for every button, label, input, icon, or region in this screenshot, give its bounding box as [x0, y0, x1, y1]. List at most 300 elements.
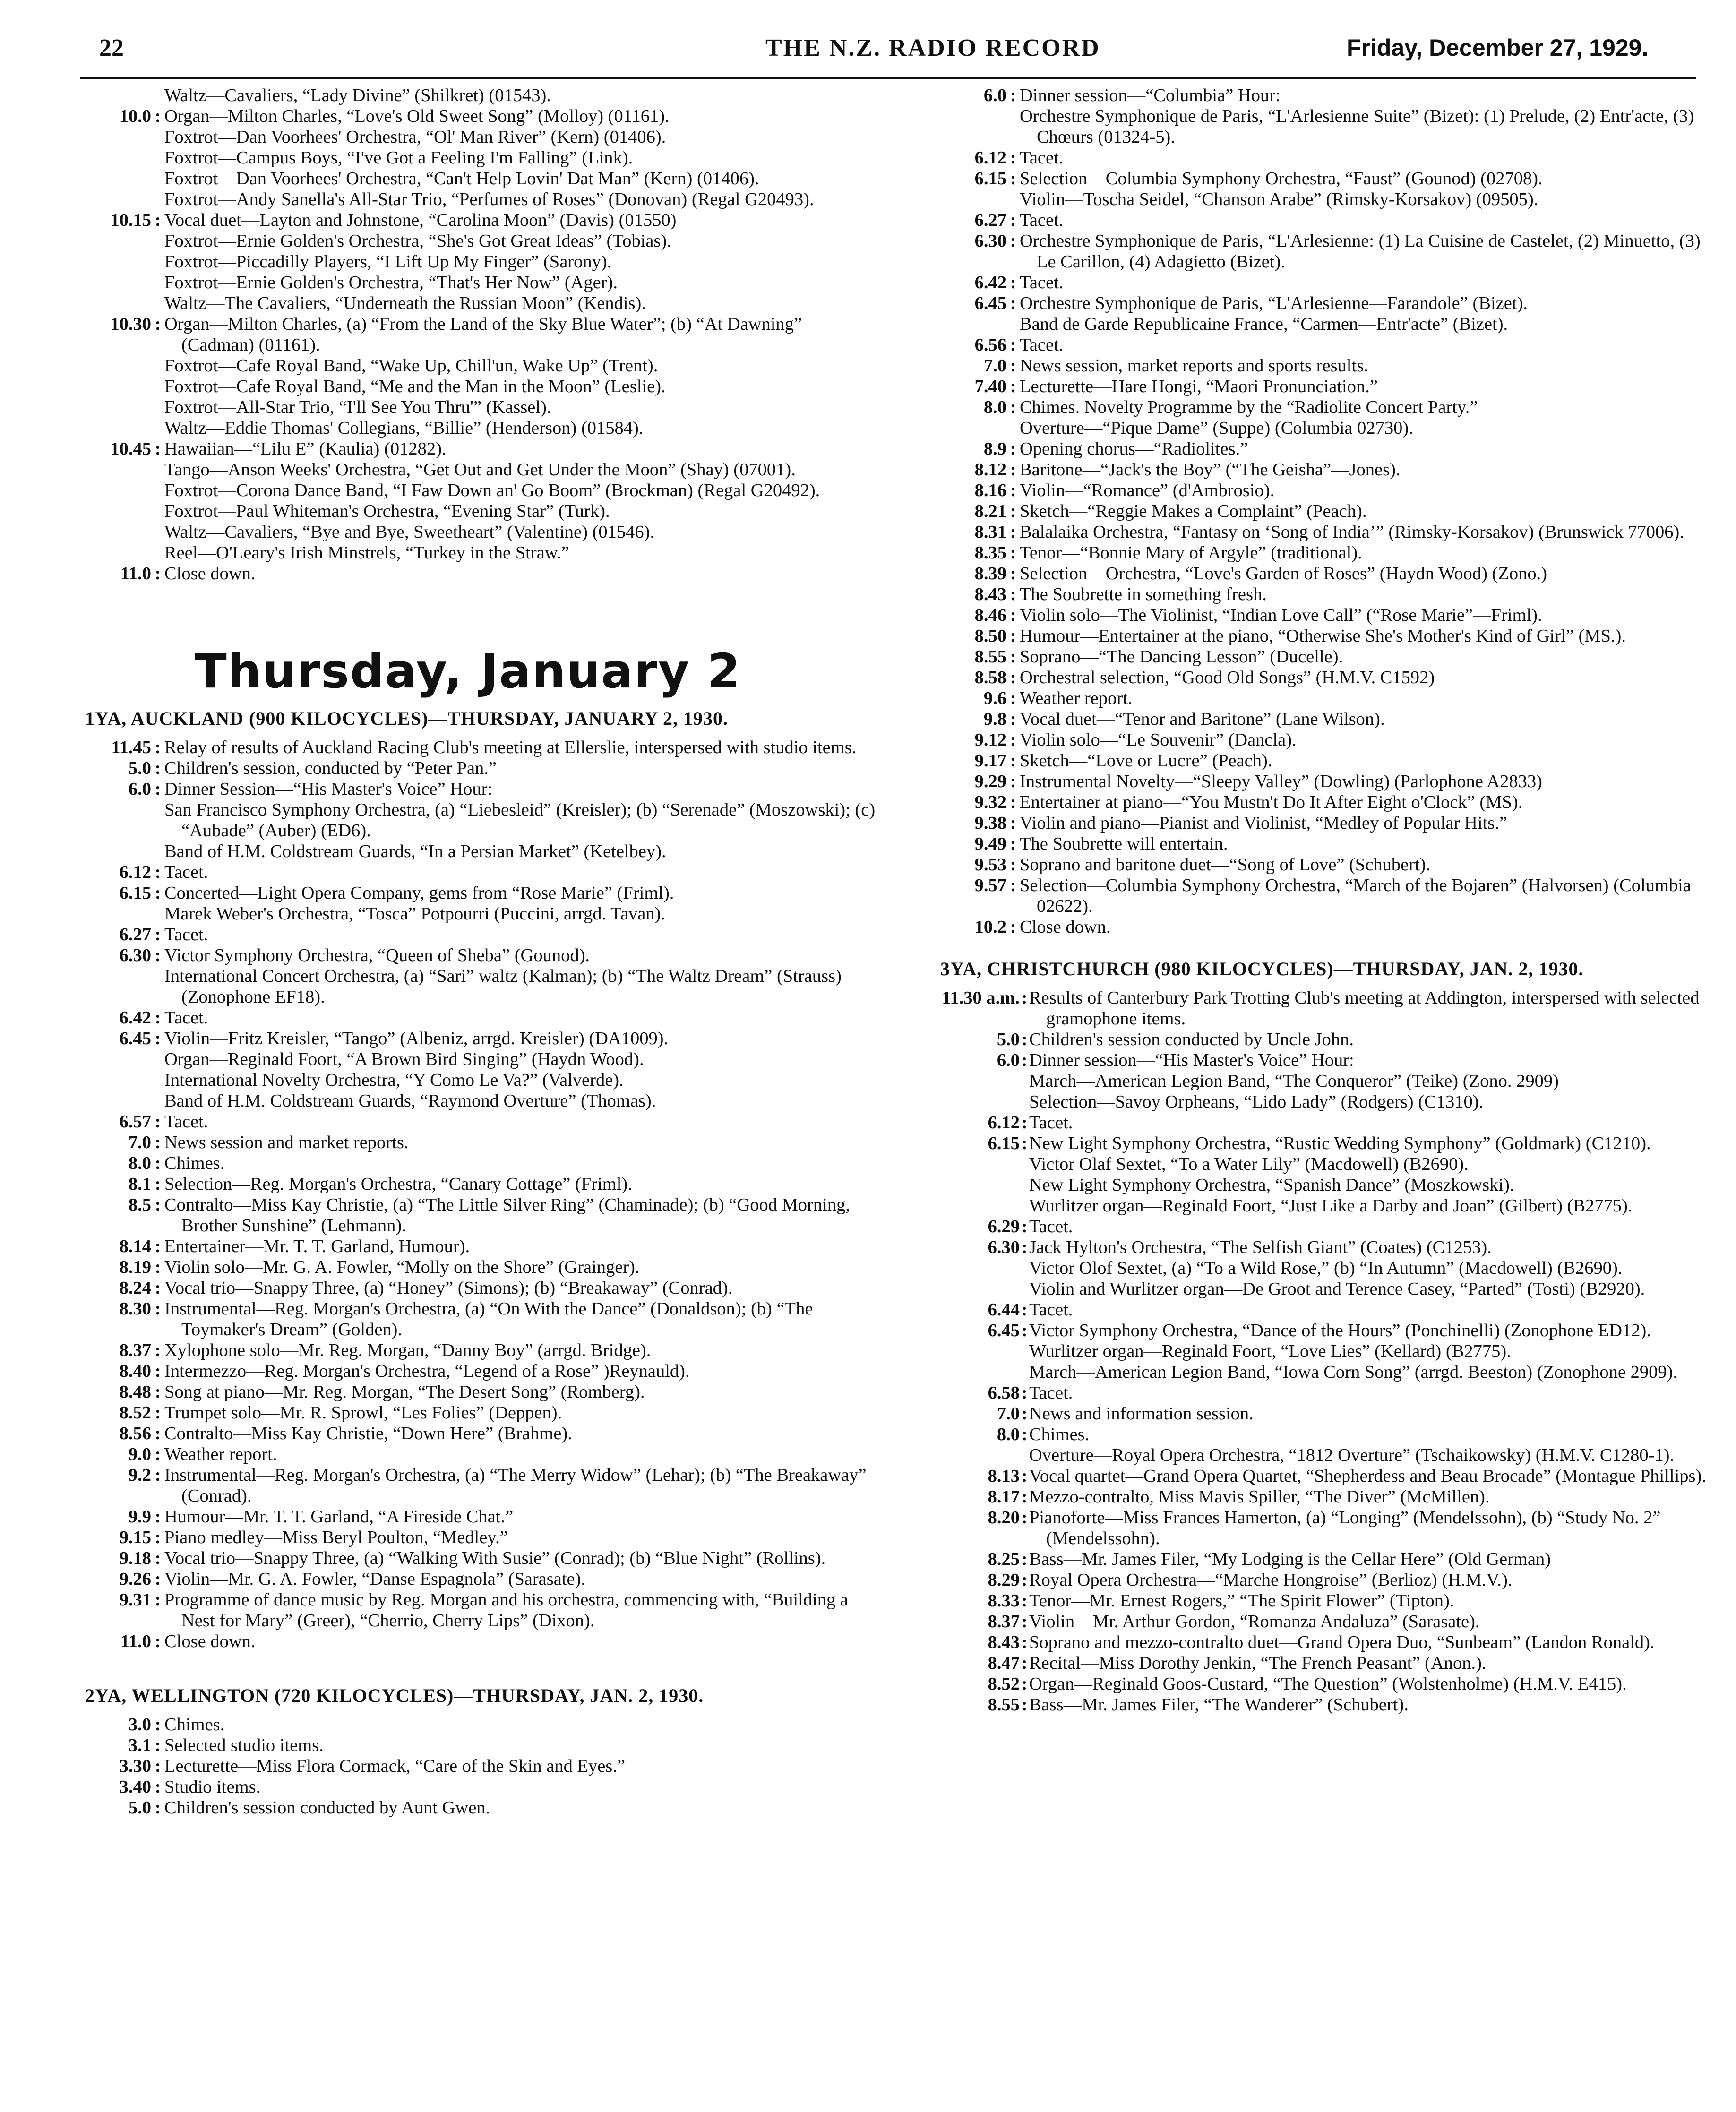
entry-text: Violin and Wurlitzer organ—De Groot and Terence Casey, “Parted” (Tosti) (B2920).	[1029, 1279, 1645, 1299]
programme-entry	[912, 1382, 1715, 1403]
programme-entry	[57, 1735, 879, 1756]
entry-text: Instrumental Novelty—“Sleepy Valley” (Dowling) (Parlophone A2833)	[1020, 772, 1542, 791]
programme-entry	[57, 1714, 879, 1735]
day-title: Thursday, January 2	[194, 644, 741, 699]
entry-text: Xylophone solo—Mr. Reg. Morgan, “Danny Boy” (arrgd. Bridge).	[164, 1340, 651, 1360]
time-separator: :	[1010, 231, 1016, 251]
programme-entry	[57, 1631, 879, 1652]
entry-text: Tenor—Mr. Ernest Rogers,” “The Spirit Flower” (Tipton).	[1029, 1591, 1454, 1611]
entry-text: Selection—Savoy Orpheans, “Lido Lady” (Rodgers) (C1310).	[1029, 1092, 1484, 1112]
programme-entry	[57, 1589, 879, 1631]
programme-entry	[912, 709, 1715, 730]
entry-text: Bass—Mr. James Filer, “My Lodging is the Cellar Here” (Old German)	[1029, 1549, 1551, 1569]
entry-text: Foxtrot—Dan Voorhees' Orchestra, “Ol' Man River” (Kern) (01406).	[164, 127, 666, 147]
entry-text: Wurlitzer organ—Reginald Foort, “Just Like a Darby and Joan” (Gilbert) (B2775).	[1029, 1196, 1633, 1216]
entry-text: Victor Olaf Sextet, “To a Water Lily” (Macdowell) (B2690).	[1029, 1154, 1469, 1174]
programme-entry	[57, 1340, 879, 1361]
time-separator: :	[155, 1631, 161, 1651]
time-separator: :	[1010, 397, 1016, 417]
programme-entry	[912, 1445, 1715, 1466]
programme-entry	[912, 480, 1715, 501]
time-separator: :	[155, 1278, 161, 1298]
entry-text: Tenor—“Bonnie Mary of Argyle” (traditional).	[1020, 543, 1362, 563]
programme-entry	[57, 314, 879, 355]
entry-time: 9.49	[974, 834, 1006, 854]
entry-time: 11.0	[120, 1631, 151, 1651]
entry-text: Tacet.	[164, 925, 208, 944]
programme-entry	[57, 1111, 879, 1132]
entry-time: 6.27	[974, 210, 1006, 230]
programme-entry	[57, 903, 879, 924]
programme-entry	[912, 1632, 1715, 1653]
station-heading-3ya: 3YA, CHRISTCHURCH (980 KILOCYCLES)—THURSDAY, JAN. 2, 1930.	[940, 958, 1584, 979]
time-separator: :	[1021, 1133, 1028, 1153]
entry-text: Selection—Columbia Symphony Orchestra, “Faust” (Gounod) (02708).	[1020, 169, 1543, 189]
time-separator: :	[1021, 1425, 1028, 1444]
entry-text: Dinner session—“His Master's Voice” Hour:	[1029, 1050, 1354, 1070]
entry-time: 8.0	[128, 1153, 151, 1173]
entry-text: Royal Opera Orchestra—“Marche Hongroise” (Berlioz) (H.M.V.).	[1029, 1570, 1513, 1590]
programme-entry	[912, 1466, 1715, 1486]
entry-time: 9.32	[974, 792, 1006, 812]
entry-time: 9.12	[974, 730, 1006, 750]
entry-text: March—American Legion Band, “The Conqueror” (Teike) (Zono. 2909)	[1029, 1071, 1559, 1091]
entry-text: Results of Canterbury Park Trotting Club's meeting at Addington, interspersed with selected gramophone items.	[1029, 988, 1700, 1029]
programme-entry	[912, 1611, 1715, 1632]
entry-time: 8.58	[974, 668, 1006, 687]
time-separator: :	[1010, 834, 1016, 854]
entry-text: Band de Garde Republicaine France, “Carmen—Entr'acte” (Bizet).	[1020, 314, 1508, 334]
time-separator: :	[1010, 730, 1016, 750]
programme-entry	[912, 688, 1715, 709]
entry-text: Tacet.	[164, 1112, 208, 1132]
time-separator: :	[1010, 647, 1016, 667]
programme-entry	[912, 376, 1715, 397]
programme-entry	[912, 231, 1715, 272]
time-separator: :	[1021, 1549, 1028, 1569]
entry-text: Selection—Columbia Symphony Orchestra, “March of the Bojaren” (Halvorsen) (Columbia 02622).	[1020, 876, 1691, 916]
time-separator: :	[1021, 1113, 1028, 1133]
entry-time: 3.30	[119, 1756, 151, 1776]
entry-time: 7.0	[983, 356, 1006, 376]
time-separator: :	[155, 1340, 161, 1360]
programme-entry	[57, 1756, 879, 1777]
entry-text: The Soubrette in something fresh.	[1020, 584, 1267, 604]
time-separator: :	[155, 439, 161, 459]
entry-text: Marek Weber's Orchestra, “Tosca” Potpourri (Puccini, arrgd. Tavan).	[164, 904, 666, 924]
programme-entry	[912, 605, 1715, 626]
time-separator: :	[1010, 335, 1016, 355]
programme-entry	[912, 1237, 1715, 1258]
time-separator: :	[1010, 688, 1016, 708]
entry-time: 3.0	[128, 1715, 151, 1734]
entry-text: Bass—Mr. James Filer, “The Wanderer” (Schubert).	[1029, 1695, 1409, 1715]
time-separator: :	[1010, 377, 1016, 396]
entry-text: Victor Symphony Orchestra, “Dance of the Hours” (Ponchinelli) (Zonophone ED12).	[1029, 1321, 1651, 1340]
entry-text: Organ—Reginald Foort, “A Brown Bird Singing” (Haydn Wood).	[164, 1049, 644, 1069]
entry-time: 11.30 a.m.	[942, 988, 1020, 1008]
entry-text: Foxtrot—Corona Dance Band, “I Faw Down an' Go Boom” (Brockman) (Regal G20492).	[164, 481, 820, 500]
time-separator: :	[1021, 1321, 1028, 1340]
entry-text: International Concert Orchestra, (a) “Sari” waltz (Kalman); (b) “The Waltz Dream” (Strauss) (Zonophone EF18).	[164, 966, 842, 1007]
entry-time: 10.30	[110, 314, 151, 334]
entry-text: Violin—Toscha Seidel, “Chanson Arabe” (Rimsky-Korsakov) (09505).	[1020, 189, 1538, 209]
entry-text: Tacet.	[1020, 273, 1064, 292]
time-separator: :	[1010, 293, 1016, 313]
programme-entry	[912, 210, 1715, 231]
entry-text: Baritone—“Jack's the Boy” (“The Geisha”—Jones).	[1020, 460, 1401, 480]
entry-text: Sketch—“Love or Lucre” (Peach).	[1020, 751, 1272, 771]
entry-text: Sketch—“Reggie Makes a Complaint” (Peach).	[1020, 501, 1367, 521]
programme-entry	[912, 563, 1715, 584]
entry-text: Dinner session—“Columbia” Hour:	[1020, 86, 1281, 105]
programme-entry	[912, 626, 1715, 646]
entry-text: Programme of dance music by Reg. Morgan and his orchestra, commencing with, “Building a Nest for Mary” (Greer), “Cherrio, Cherry Lips” (Dixon).	[164, 1590, 848, 1631]
programme-entry	[57, 966, 879, 1007]
programme-entry	[57, 563, 879, 584]
entry-text: Intermezzo—Reg. Morgan's Orchestra, “Legend of a Rose” )Reynauld).	[164, 1361, 690, 1381]
entry-text: Contralto—Miss Kay Christie, “Down Here” (Brahme).	[164, 1424, 572, 1443]
entry-time: 8.50	[974, 626, 1006, 646]
programme-entry	[912, 1674, 1715, 1694]
entry-time: 9.57	[974, 876, 1006, 895]
entry-text: Foxtrot—Paul Whiteman's Orchestra, “Evening Star” (Turk).	[164, 501, 610, 521]
entry-time: 8.52	[988, 1674, 1020, 1694]
time-separator: :	[155, 862, 161, 882]
time-separator: :	[155, 1590, 161, 1610]
time-separator: :	[1010, 522, 1016, 542]
entry-time: 8.40	[119, 1361, 151, 1381]
programme-entry	[912, 792, 1715, 813]
entry-time: 10.2	[974, 917, 1006, 937]
entry-time: 8.0	[997, 1425, 1020, 1444]
programme-entry	[57, 480, 879, 501]
programme-1ya	[57, 737, 879, 1652]
entry-text: Overture—“Pique Dame” (Suppe) (Columbia 02730).	[1020, 418, 1413, 438]
entry-time: 6.30	[974, 231, 1006, 251]
entry-text: Vocal trio—Snappy Three, (a) “Honey” (Simons); (b) “Breakaway” (Conrad).	[164, 1278, 733, 1298]
page-header	[80, 29, 1696, 86]
entry-time: 6.56	[974, 335, 1006, 355]
entry-time: 8.47	[988, 1653, 1020, 1673]
programme-entry	[912, 667, 1715, 688]
entry-time: 8.13	[988, 1466, 1020, 1486]
entry-time: 10.15	[110, 210, 151, 230]
station-heading-1ya: 1YA, AUCKLAND (900 KILOCYCLES)—THURSDAY, JANUARY 2, 1930.	[85, 708, 728, 729]
programme-entry	[57, 1548, 879, 1569]
entry-time: 9.0	[128, 1444, 151, 1464]
entry-text: Opening chorus—“Radiolites.”	[1020, 439, 1248, 459]
programme-entry	[912, 813, 1715, 833]
entry-text: Hawaiian—“Lilu E” (Kaulia) (01282).	[164, 439, 447, 459]
programme-entry	[912, 987, 1715, 1029]
programme-entry	[57, 737, 879, 758]
programme-entry	[912, 1112, 1715, 1133]
programme-entry	[912, 584, 1715, 605]
programme-entry	[912, 293, 1715, 314]
time-separator: :	[155, 1798, 161, 1818]
entry-time: 9.31	[119, 1590, 151, 1610]
programme-entry	[57, 1444, 879, 1465]
entry-text: Organ—Milton Charles, (a) “From the Land of the Sky Blue Water”; (b) “At Dawning” (Cadman) (01161).	[164, 314, 802, 355]
entry-time: 9.8	[983, 709, 1006, 729]
time-separator: :	[155, 1195, 161, 1215]
programme-entry	[912, 1154, 1715, 1175]
programme-entry	[912, 1279, 1715, 1299]
time-separator: :	[1010, 626, 1016, 646]
entry-time: 8.56	[119, 1424, 151, 1443]
programme-entry	[912, 1195, 1715, 1216]
time-separator: :	[1010, 709, 1016, 729]
programme-entry	[57, 210, 879, 231]
entry-time: 9.9	[128, 1507, 151, 1527]
programme-entry	[912, 750, 1715, 771]
programme-entry	[912, 1050, 1715, 1071]
time-separator: :	[1021, 1612, 1028, 1631]
entry-text: Soprano—“The Dancing Lesson” (Ducelle).	[1020, 647, 1343, 667]
entry-text: Children's session conducted by Aunt Gwen.	[164, 1798, 490, 1818]
entry-text: Violin solo—“Le Souvenir” (Dancla).	[1020, 730, 1297, 750]
programme-entry	[912, 854, 1715, 875]
programme-entry	[57, 501, 879, 522]
entry-text: Weather report.	[164, 1444, 277, 1464]
entry-text: Foxtrot—Andy Sanella's All-Star Trio, “Perfumes of Roses” (Donovan) (Regal G20493).	[164, 189, 814, 209]
entry-time: 8.16	[974, 481, 1006, 500]
entry-text: Tacet.	[1029, 1217, 1073, 1236]
entry-time: 6.0	[997, 1050, 1020, 1070]
entry-time: 8.14	[119, 1236, 151, 1256]
programme-entry	[57, 397, 879, 418]
entry-text: Recital—Miss Dorothy Jenkin, “The French Peasant” (Anon.).	[1029, 1653, 1487, 1673]
entry-text: Organ—Milton Charles, “Love's Old Sweet Song” (Molloy) (01161).	[164, 106, 670, 126]
entry-text: Tacet.	[1029, 1383, 1073, 1403]
entry-time: 6.44	[988, 1300, 1020, 1320]
entry-time: 11.45	[111, 738, 151, 757]
entry-time: 6.30	[988, 1237, 1020, 1257]
entry-time: 6.45	[974, 293, 1006, 313]
entry-text: Close down.	[164, 564, 256, 584]
programme-entry	[57, 189, 879, 210]
entry-text: News session, market reports and sports results.	[1020, 356, 1368, 376]
time-separator: :	[155, 1133, 161, 1152]
entry-time: 8.33	[988, 1591, 1020, 1611]
entry-text: Foxtrot—Campus Boys, “I've Got a Feeling I'm Falling” (Link).	[164, 148, 633, 168]
entry-time: 6.29	[988, 1217, 1020, 1236]
entry-text: Violin—Mr. G. A. Fowler, “Danse Espagnola” (Sarasate).	[164, 1569, 586, 1589]
entry-time: 10.45	[110, 439, 151, 459]
entry-time: 8.48	[119, 1382, 151, 1402]
entry-text: Mezzo-contralto, Miss Mavis Spiller, “The Diver” (McMillen).	[1029, 1487, 1490, 1507]
programme-entry	[912, 1570, 1715, 1590]
programme-entry	[57, 438, 879, 459]
entry-text: Song at piano—Mr. Reg. Morgan, “The Desert Song” (Romberg).	[164, 1382, 645, 1402]
entry-time: 8.55	[974, 647, 1006, 667]
time-separator: :	[1021, 1570, 1028, 1590]
entry-time: 8.0	[983, 397, 1006, 417]
entry-text: Foxtrot—Piccadilly Players, “I Lift Up My Finger” (Sarony).	[164, 252, 612, 272]
entry-time: 8.5	[128, 1195, 151, 1215]
programme-entry	[912, 730, 1715, 750]
entry-time: 8.25	[988, 1549, 1020, 1569]
entry-text: Selected studio items.	[164, 1735, 324, 1755]
publication-title: THE N.Z. RADIO RECORD	[765, 34, 1100, 61]
entry-text: Victor Symphony Orchestra, “Queen of Sheba” (Gounod).	[164, 945, 590, 965]
entry-text: Tacet.	[1020, 335, 1064, 355]
entry-time: 8.29	[988, 1570, 1020, 1590]
programme-entry	[912, 397, 1715, 418]
programme-entry	[57, 1090, 879, 1111]
programme-entry	[57, 1028, 879, 1049]
entry-text: Instrumental—Reg. Morgan's Orchestra, (a) “On With the Dance” (Donaldson); (b) “The Toymaker's Dream” (Golden).	[164, 1299, 813, 1339]
time-separator: :	[155, 945, 161, 965]
time-separator: :	[1010, 460, 1016, 480]
entry-text: Band of H.M. Coldstream Guards, “Raymond Overture” (Thomas).	[164, 1091, 656, 1111]
programme-entry	[57, 779, 879, 799]
programme-entry	[912, 1590, 1715, 1611]
entry-time: 8.19	[119, 1257, 151, 1277]
time-separator: :	[155, 925, 161, 944]
time-separator: :	[1010, 169, 1016, 189]
entry-text: Concerted—Light Opera Company, gems from “Rose Marie” (Friml).	[164, 883, 674, 903]
programme-entry	[912, 438, 1715, 459]
entry-text: Tacet.	[164, 862, 208, 882]
entry-time: 8.17	[988, 1487, 1020, 1507]
entry-text: Vocal duet—Layton and Johnstone, “Carolina Moon” (Davis) (01550)	[164, 210, 677, 230]
entry-text: Dinner Session—“His Master's Voice” Hour:	[164, 779, 493, 799]
programme-entry	[57, 459, 879, 480]
programme-entry	[57, 1423, 879, 1444]
entry-text: Balalaika Orchestra, “Fantasy on ‘Song of India’” (Rimsky-Korsakov) (Brunswick 77006).	[1020, 522, 1684, 542]
programme-entry	[912, 833, 1715, 854]
programme-entry	[57, 1153, 879, 1174]
entry-text: New Light Symphony Orchestra, “Spanish Dance” (Moszkowski).	[1029, 1175, 1514, 1195]
entry-text: March—American Legion Band, “Iowa Corn Song” (arrgd. Beeston) (Zonophone 2909).	[1029, 1362, 1678, 1382]
programme-entry	[57, 231, 879, 251]
entry-text: Waltz—Cavaliers, “Bye and Bye, Sweetheart” (Valentine) (01546).	[164, 522, 655, 542]
programme-entry	[912, 1258, 1715, 1279]
time-separator: :	[155, 106, 161, 126]
time-separator: :	[155, 1029, 161, 1048]
programme-entry	[57, 1361, 879, 1382]
entry-text: The Soubrette will entertain.	[1020, 834, 1228, 854]
programme-entry	[912, 147, 1715, 168]
entry-text: Victor Olof Sextet, (a) “To a Wild Rose,” (b) “In Autumn” (Macdowell) (B2690).	[1029, 1258, 1623, 1278]
time-separator: :	[1010, 584, 1016, 604]
programme-2ya	[57, 1714, 879, 1818]
entry-time: 8.43	[988, 1632, 1020, 1652]
entry-text: Children's session, conducted by “Peter Pan.”	[164, 758, 497, 778]
time-separator: :	[1010, 917, 1016, 937]
entry-time: 9.29	[974, 772, 1006, 791]
programme-entry	[57, 883, 879, 903]
time-separator: :	[155, 1507, 161, 1527]
programme-entry	[912, 1653, 1715, 1674]
entry-time: 8.12	[974, 460, 1006, 480]
time-separator: :	[1010, 751, 1016, 771]
entry-time: 6.45	[119, 1029, 151, 1048]
programme-entry	[912, 1549, 1715, 1570]
programme-3ya	[912, 987, 1715, 1715]
time-separator: :	[1010, 210, 1016, 230]
entry-text: Foxtrot—Dan Voorhees' Orchestra, “Can't Help Lovin' Dat Man” (Kern) (01406).	[164, 169, 759, 189]
entry-time: 8.21	[974, 501, 1006, 521]
programme-entry	[912, 1403, 1715, 1424]
entry-time: 6.27	[119, 925, 151, 944]
entry-text: Soprano and baritone duet—“Song of Love” (Schubert).	[1020, 855, 1431, 875]
time-separator: :	[155, 314, 161, 334]
entry-time: 9.53	[974, 855, 1006, 875]
entry-text: Violin—Mr. Arthur Gordon, “Romanza Andaluza” (Sarasate).	[1029, 1612, 1480, 1631]
entry-time: 8.35	[974, 543, 1006, 563]
entry-text: Soprano and mezzo-contralto duet—Grand Opera Duo, “Sunbeam” (Landon Ronald).	[1029, 1632, 1655, 1652]
entry-time: 6.45	[988, 1321, 1020, 1340]
entry-time: 8.37	[988, 1612, 1020, 1631]
programme-entry	[912, 459, 1715, 480]
time-separator: :	[155, 1735, 161, 1755]
entry-time: 6.0	[983, 86, 1006, 105]
entry-time: 6.42	[974, 273, 1006, 292]
entry-text: Tacet.	[1020, 210, 1064, 230]
time-separator: :	[1010, 86, 1016, 105]
entry-time: 8.9	[983, 439, 1006, 459]
programme-entry	[912, 1694, 1715, 1715]
programme-entry	[912, 875, 1715, 917]
entry-text: Tacet.	[1029, 1300, 1073, 1320]
programme-entry	[57, 1049, 879, 1070]
right-column	[912, 85, 1715, 1715]
programme-entry	[57, 924, 879, 945]
entry-time: 6.12	[119, 862, 151, 882]
entry-text: Entertainer at piano—“You Mustn't Do It After Eight o'Clock” (MS).	[1020, 792, 1523, 812]
time-separator: :	[1021, 988, 1028, 1008]
programme-entry	[912, 1507, 1715, 1549]
programme-entry	[57, 106, 879, 127]
entry-time: 6.12	[988, 1113, 1020, 1133]
programme-entry	[57, 945, 879, 966]
entry-text: Reel—O'Leary's Irish Minstrels, “Turkey in the Straw.”	[164, 543, 569, 563]
programme-entry	[57, 1465, 879, 1506]
programme-entry	[912, 418, 1715, 438]
left-column	[57, 85, 879, 1818]
entry-text: Overture—Royal Opera Orchestra, “1812 Overture” (Tschaikowsky) (H.M.V. C1280-1).	[1029, 1445, 1675, 1465]
entry-text: Violin and piano—Pianist and Violinist, “Medley of Popular Hits.”	[1020, 813, 1507, 833]
time-separator: :	[1010, 855, 1016, 875]
entry-text: Trumpet solo—Mr. R. Sprowl, “Les Folies” (Deppen).	[164, 1403, 562, 1423]
entry-time: 8.46	[974, 605, 1006, 625]
time-separator: :	[155, 779, 161, 799]
entry-time: 9.18	[119, 1548, 151, 1568]
programme-entry	[57, 841, 879, 862]
entry-time: 5.0	[128, 758, 151, 778]
time-separator: :	[155, 758, 161, 778]
time-separator: :	[155, 1361, 161, 1381]
time-separator: :	[155, 1236, 161, 1256]
programme-entry	[57, 147, 879, 168]
time-separator: :	[155, 883, 161, 903]
entry-time: 6.15	[119, 883, 151, 903]
time-separator: :	[155, 1424, 161, 1443]
entry-time: 8.52	[119, 1403, 151, 1423]
entry-text: Pianoforte—Miss Frances Hamerton, (a) “Longing” (Mendelssohn), (b) “Study No. 2” (Mendelssohn).	[1029, 1508, 1661, 1548]
entry-text: Orchestral selection, “Good Old Songs” (H.M.V. C1592)	[1020, 668, 1435, 687]
entry-text: Foxtrot—Cafe Royal Band, “Me and the Man in the Moon” (Leslie).	[164, 377, 666, 396]
programme-entry	[912, 85, 1715, 106]
entry-time: 8.43	[974, 584, 1006, 604]
programme-entry	[57, 376, 879, 397]
programme-entry	[57, 1797, 879, 1818]
programme-entry	[912, 1320, 1715, 1341]
entry-text: Organ—Reginald Goos-Custard, “The Question” (Wolstenholme) (H.M.V. E415).	[1029, 1674, 1627, 1694]
